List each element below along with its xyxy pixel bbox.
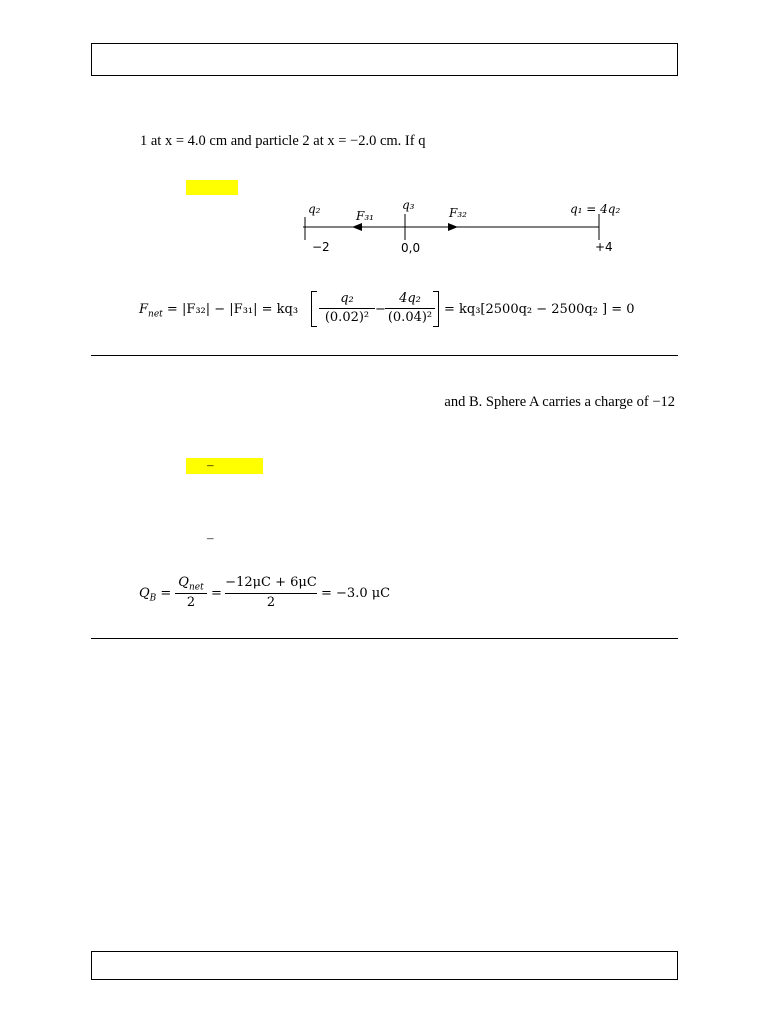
number-line-diagram [0,0,768,270]
label-q3: q₃ [402,198,415,212]
problem2-text: and B. Sphere A carries a charge of −12 [444,394,675,410]
eq1-frac1-num: q₂ [340,291,354,306]
tick-label-left: −2 [312,240,330,254]
bracket-open [311,291,317,327]
eq1-lhs-sub: net [148,309,163,320]
eq1-minus: − [375,302,386,317]
divider-1 [91,355,678,356]
arrow-f31 [352,223,362,231]
arrow-f32 [448,223,458,231]
eq1-frac2-num: 4q₂ [399,291,421,306]
eq2-frac1-num-sub: net [188,582,204,593]
label-q2: q₂ [308,202,321,216]
divider-2 [91,638,678,639]
dash-2: – [207,530,214,545]
highlight-dash: – [207,457,214,472]
eq2-frac2-num: −12μC + 6μC [225,575,317,590]
eq2-lhs-sub: B [149,593,157,604]
eq1-lhs: F [139,302,149,317]
eq2-frac1-den: 2 [186,595,196,610]
eq1-rhs: = kq₃[2500q₂ − 2500q₂ ] = 0 [444,302,635,317]
footer-box [91,951,678,980]
eq1-abs-part: = |F₃₂| − |F₃₁| = kq₃ [162,302,299,317]
tick-label-mid: 0,0 [401,241,421,255]
eq2-frac2-den: 2 [266,595,276,610]
tick-label-right: +4 [595,240,613,254]
eq2-lhs: Q [139,586,150,601]
eq2-result: = −3.0 μC [321,586,391,601]
label-f31: F₃₁ [356,209,374,223]
eq2-frac1-num: Q [178,575,189,590]
label-f32: F₃₂ [449,206,467,220]
problem1-text: 1 at x = 4.0 cm and particle 2 at x = −2.0 cm. If q [140,133,426,149]
eq1-frac1-den: (0.02)² [324,310,370,325]
eq1-frac2-den: (0.04)² [387,310,433,325]
highlight-bar-2 [186,458,263,474]
label-q1: q₁ = 4q₂ [570,202,621,216]
bracket-close [433,291,439,327]
